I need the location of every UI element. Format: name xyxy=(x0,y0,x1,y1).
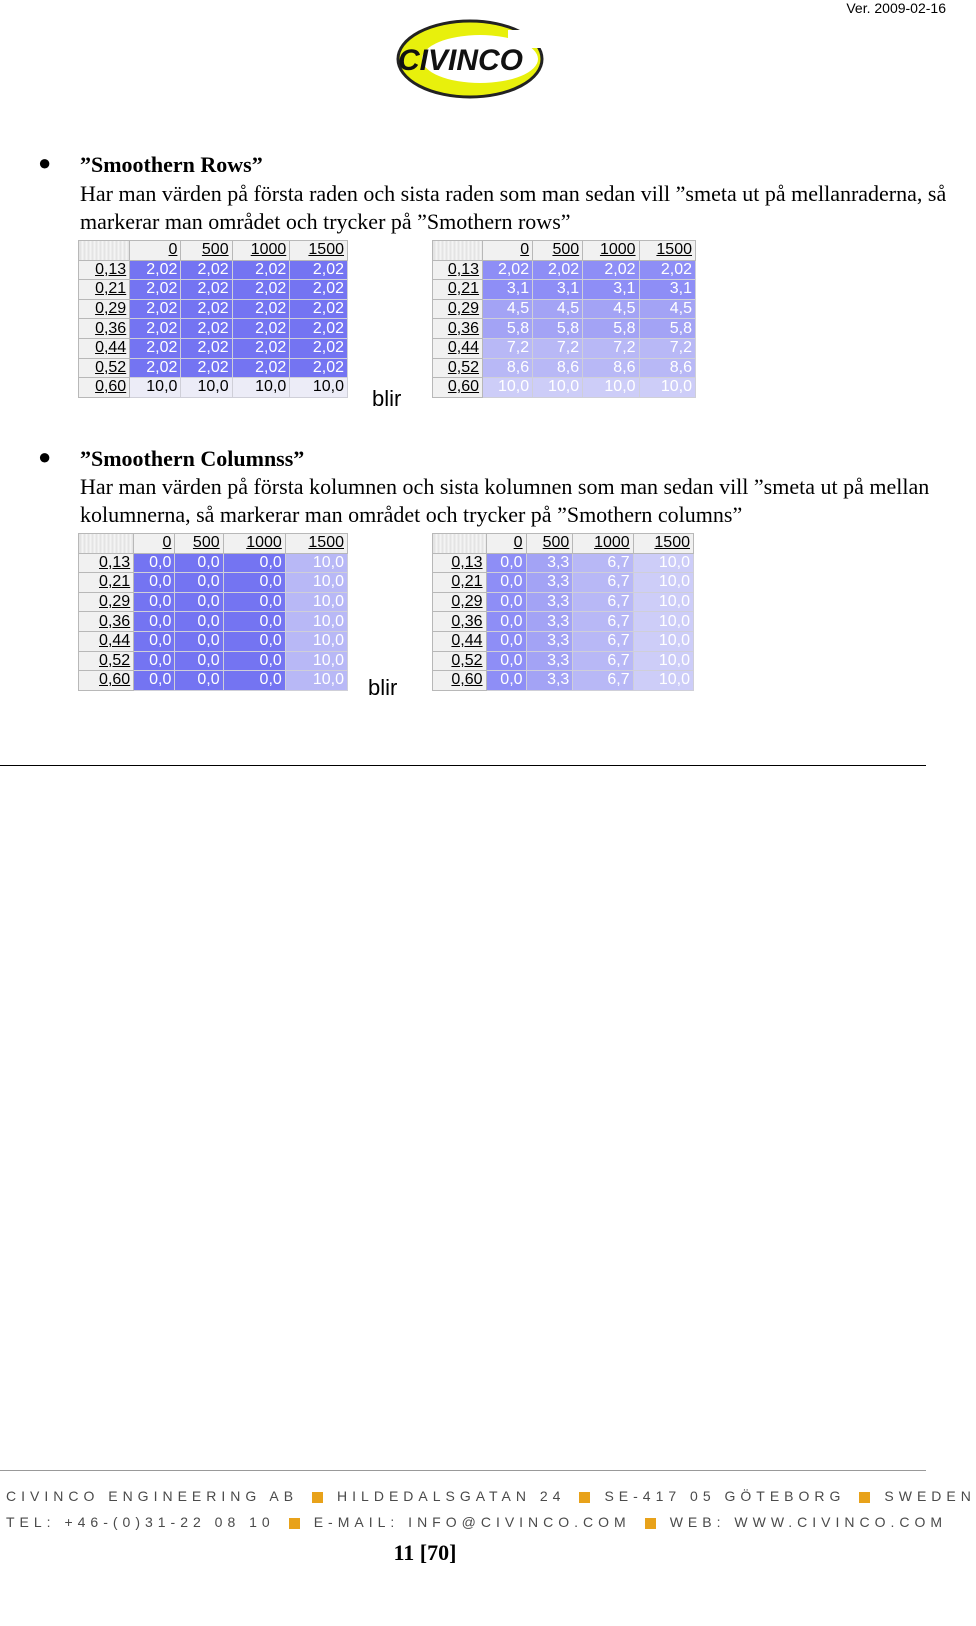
table-cell[interactable]: 2,02 xyxy=(130,299,181,319)
table-cell[interactable]: 2,02 xyxy=(290,358,348,378)
table-cell[interactable]: 3,3 xyxy=(526,553,573,573)
columns-after-table xyxy=(432,533,694,691)
row-header-cell: 0,36 xyxy=(433,319,483,339)
table-cell[interactable]: 10,0 xyxy=(290,378,348,398)
table-cell[interactable]: 3,3 xyxy=(526,631,573,651)
columns-paragraph: Har man värden på första kolumnen och sista kolumnen som man sedan vill ”smeta ut på mellan kolumnerna, så markerar man området och trycker på ”Smothern columns” xyxy=(80,474,930,527)
row-header-cell: 0,44 xyxy=(433,338,483,358)
table-cell[interactable]: 2,02 xyxy=(130,319,181,339)
row-header-cell: 0,21 xyxy=(433,280,483,300)
table-cell[interactable]: 2,02 xyxy=(181,319,232,339)
table-cell[interactable]: 6,7 xyxy=(573,651,633,671)
footer-email: E-MAIL: INFO@CIVINCO.COM xyxy=(313,1514,631,1530)
table-cell[interactable]: 7,2 xyxy=(533,338,583,358)
table-cell[interactable]: 0,0 xyxy=(223,671,285,691)
table-row xyxy=(433,573,694,593)
column-header-cell: 1000 xyxy=(232,241,290,261)
rows-after-table xyxy=(432,240,696,398)
column-header-cell: 1500 xyxy=(290,241,348,261)
table-cell[interactable]: 2,02 xyxy=(290,319,348,339)
table-row xyxy=(433,319,696,339)
table-cell[interactable]: 10,0 xyxy=(633,612,693,632)
footer-city: SE-417 05 GÖTEBORG xyxy=(604,1488,846,1504)
column-header-cell: 1000 xyxy=(573,534,633,554)
table-cell[interactable]: 10,0 xyxy=(533,378,583,398)
table-cell[interactable]: 2,02 xyxy=(232,338,290,358)
page-divider xyxy=(0,765,926,766)
table-row xyxy=(79,378,348,398)
table-row xyxy=(433,280,696,300)
table-cell[interactable]: 0,0 xyxy=(175,553,223,573)
table-cell[interactable]: 0,0 xyxy=(175,612,223,632)
column-header-cell: 0 xyxy=(134,534,175,554)
footer-square-icon xyxy=(645,1518,656,1529)
table-cell[interactable]: 0,0 xyxy=(486,651,526,671)
table-cell[interactable]: 3,1 xyxy=(639,280,695,300)
table-header-row xyxy=(79,241,348,261)
row-header-cell: 0,21 xyxy=(79,280,130,300)
row-header-cell: 0,52 xyxy=(79,651,134,671)
table-cell[interactable]: 2,02 xyxy=(290,338,348,358)
table-cell[interactable]: 0,0 xyxy=(134,553,175,573)
table-cell[interactable]: 10,0 xyxy=(285,592,347,612)
column-header-cell: 0 xyxy=(130,241,181,261)
table-cell[interactable]: 0,0 xyxy=(134,612,175,632)
table-cell[interactable]: 10,0 xyxy=(181,378,232,398)
table-cell[interactable]: 10,0 xyxy=(285,651,347,671)
table-cell[interactable]: 0,0 xyxy=(175,631,223,651)
footer-phone: TEL: +46-(0)31-22 08 10 xyxy=(6,1514,275,1530)
table-corner-cell xyxy=(79,534,134,554)
column-header-cell: 1000 xyxy=(223,534,285,554)
table-cell[interactable]: 0,0 xyxy=(134,671,175,691)
row-header-cell: 0,13 xyxy=(433,553,487,573)
row-header-cell: 0,52 xyxy=(433,651,487,671)
table-cell[interactable]: 2,02 xyxy=(290,260,348,280)
table-cell[interactable]: 0,0 xyxy=(486,573,526,593)
table-cell[interactable]: 0,0 xyxy=(486,592,526,612)
table-cell[interactable]: 10,0 xyxy=(639,378,695,398)
table-cell[interactable]: 2,02 xyxy=(639,260,695,280)
table-cell[interactable]: 2,02 xyxy=(583,260,639,280)
table-row xyxy=(79,592,348,612)
table-cell[interactable]: 2,02 xyxy=(232,358,290,378)
table-row xyxy=(433,358,696,378)
table-cell[interactable]: 0,0 xyxy=(486,631,526,651)
table-cell[interactable]: 10,0 xyxy=(633,592,693,612)
column-header-cell: 500 xyxy=(533,241,583,261)
column-header-cell: 500 xyxy=(181,241,232,261)
table-cell[interactable]: 2,02 xyxy=(533,260,583,280)
row-header-cell: 0,13 xyxy=(433,260,483,280)
table-row xyxy=(433,553,694,573)
table-cell[interactable]: 8,6 xyxy=(583,358,639,378)
table-row xyxy=(79,299,348,319)
table-cell[interactable]: 3,3 xyxy=(526,671,573,691)
footer-address-line xyxy=(6,1488,976,1504)
table-header-row xyxy=(433,241,696,261)
table-cell[interactable]: 2,02 xyxy=(130,280,181,300)
table-cell[interactable]: 2,02 xyxy=(232,260,290,280)
table-corner-cell xyxy=(79,241,130,261)
table-cell[interactable]: 5,8 xyxy=(533,319,583,339)
table-cell[interactable]: 10,0 xyxy=(633,631,693,651)
table-row xyxy=(79,631,348,651)
row-header-cell: 0,13 xyxy=(79,553,134,573)
table-cell[interactable]: 2,02 xyxy=(290,280,348,300)
table-cell[interactable]: 7,2 xyxy=(583,338,639,358)
table-cell[interactable]: 2,02 xyxy=(181,338,232,358)
table-row xyxy=(433,651,694,671)
footer-country: SWEDEN xyxy=(884,1488,976,1504)
table-cell[interactable]: 2,02 xyxy=(130,338,181,358)
table-row xyxy=(79,260,348,280)
footer-divider xyxy=(0,1470,926,1471)
table-cell[interactable]: 4,5 xyxy=(533,299,583,319)
table-cell[interactable]: 6,7 xyxy=(573,612,633,632)
table-row xyxy=(433,612,694,632)
column-header-cell: 500 xyxy=(175,534,223,554)
row-header-cell: 0,52 xyxy=(79,358,130,378)
row-header-cell: 0,52 xyxy=(433,358,483,378)
column-header-cell: 0 xyxy=(483,241,533,261)
table-cell[interactable]: 2,02 xyxy=(232,299,290,319)
row-header-cell: 0,44 xyxy=(79,338,130,358)
table-cell[interactable]: 5,8 xyxy=(583,319,639,339)
table-cell[interactable]: 10,0 xyxy=(633,573,693,593)
table-cell[interactable]: 0,0 xyxy=(175,671,223,691)
table-cell[interactable]: 0,0 xyxy=(134,631,175,651)
table-row xyxy=(79,553,348,573)
table-header-row xyxy=(79,534,348,554)
table-cell[interactable]: 0,0 xyxy=(175,592,223,612)
column-header-cell: 1000 xyxy=(583,241,639,261)
table-cell[interactable]: 0,0 xyxy=(134,573,175,593)
table-cell[interactable]: 10,0 xyxy=(285,612,347,632)
row-header-cell: 0,21 xyxy=(79,573,134,593)
row-header-cell: 0,13 xyxy=(79,260,130,280)
table-cell[interactable]: 6,7 xyxy=(573,631,633,651)
row-header-cell: 0,36 xyxy=(433,612,487,632)
table-row xyxy=(433,260,696,280)
table-row xyxy=(79,319,348,339)
table-cell[interactable]: 10,0 xyxy=(285,573,347,593)
table-cell[interactable]: 10,0 xyxy=(483,378,533,398)
column-header-cell: 1500 xyxy=(633,534,693,554)
table-cell[interactable]: 5,8 xyxy=(483,319,533,339)
table-cell[interactable]: 0,0 xyxy=(486,671,526,691)
table-cell[interactable]: 3,3 xyxy=(526,612,573,632)
columns-connector-text: blir xyxy=(368,675,398,700)
table-corner-cell xyxy=(433,534,487,554)
version-date: Ver. 2009-02-16 xyxy=(846,0,946,16)
table-row xyxy=(79,651,348,671)
table-cell[interactable]: 2,02 xyxy=(232,319,290,339)
row-header-cell: 0,29 xyxy=(433,299,483,319)
table-cell[interactable]: 3,1 xyxy=(583,280,639,300)
table-cell[interactable]: 0,0 xyxy=(223,631,285,651)
table-cell[interactable]: 10,0 xyxy=(285,553,347,573)
table-cell[interactable]: 0,0 xyxy=(134,651,175,671)
row-header-cell: 0,36 xyxy=(79,319,130,339)
table-cell[interactable]: 0,0 xyxy=(223,592,285,612)
table-cell[interactable]: 0,0 xyxy=(486,553,526,573)
table-cell[interactable]: 0,0 xyxy=(486,612,526,632)
table-row xyxy=(79,573,348,593)
row-header-cell: 0,60 xyxy=(433,671,487,691)
table-cell[interactable]: 3,3 xyxy=(526,651,573,671)
rows-connector-text: blir xyxy=(372,386,402,411)
table-cell[interactable]: 0,0 xyxy=(223,553,285,573)
table-cell[interactable]: 10,0 xyxy=(583,378,639,398)
table-row xyxy=(433,299,696,319)
table-row xyxy=(433,631,694,651)
table-cell[interactable]: 2,02 xyxy=(130,260,181,280)
table-cell[interactable]: 6,7 xyxy=(573,592,633,612)
table-cell[interactable]: 2,02 xyxy=(181,299,232,319)
page-number: 11 [70] xyxy=(393,1540,457,1565)
table-cell[interactable]: 6,7 xyxy=(573,553,633,573)
table-row xyxy=(79,358,348,378)
table-cell[interactable]: 7,2 xyxy=(483,338,533,358)
row-header-cell: 0,44 xyxy=(79,631,134,651)
row-header-cell: 0,21 xyxy=(433,573,487,593)
row-header-cell: 0,29 xyxy=(79,299,130,319)
table-cell[interactable]: 3,1 xyxy=(533,280,583,300)
rows-before-table xyxy=(78,240,348,398)
rows-paragraph: Har man värden på första raden och sista raden som man sedan vill ”smeta ut på mellanraderna, så markerar man området och trycker på ”Smothern rows” xyxy=(80,181,947,234)
table-cell[interactable]: 0,0 xyxy=(223,651,285,671)
table-cell[interactable]: 8,6 xyxy=(533,358,583,378)
table-row xyxy=(433,378,696,398)
row-header-cell: 0,29 xyxy=(79,592,134,612)
footer-square-icon xyxy=(312,1492,323,1503)
row-header-cell: 0,29 xyxy=(433,592,487,612)
table-row xyxy=(433,592,694,612)
table-cell[interactable]: 6,7 xyxy=(573,671,633,691)
table-cell[interactable]: 3,1 xyxy=(483,280,533,300)
table-corner-cell xyxy=(433,241,483,261)
table-row xyxy=(433,338,696,358)
bullet-rows: ● xyxy=(38,150,52,175)
table-cell[interactable]: 2,02 xyxy=(181,260,232,280)
footer-contact-line xyxy=(6,1514,947,1530)
table-cell[interactable]: 10,0 xyxy=(130,378,181,398)
table-cell[interactable]: 2,02 xyxy=(483,260,533,280)
svg-text:CIVINCO: CIVINCO xyxy=(398,44,524,77)
row-header-cell: 0,36 xyxy=(79,612,134,632)
table-cell[interactable]: 10,0 xyxy=(633,671,693,691)
column-header-cell: 1500 xyxy=(285,534,347,554)
columns-before-table xyxy=(78,533,348,691)
row-header-cell: 0,60 xyxy=(79,671,134,691)
table-cell[interactable]: 2,02 xyxy=(290,299,348,319)
table-cell[interactable]: 4,5 xyxy=(483,299,533,319)
row-header-cell: 0,44 xyxy=(433,631,487,651)
table-row xyxy=(433,671,694,691)
bullet-columns: ● xyxy=(38,444,52,469)
table-row xyxy=(79,612,348,632)
table-cell[interactable]: 0,0 xyxy=(223,612,285,632)
table-cell[interactable]: 2,02 xyxy=(232,280,290,300)
table-cell[interactable]: 3,3 xyxy=(526,592,573,612)
table-cell[interactable]: 6,7 xyxy=(573,573,633,593)
footer-square-icon xyxy=(579,1492,590,1503)
table-cell[interactable]: 8,6 xyxy=(483,358,533,378)
table-cell[interactable]: 2,02 xyxy=(181,358,232,378)
footer-street: HILDEDALSGATAN 24 xyxy=(337,1488,566,1504)
table-cell[interactable]: 8,6 xyxy=(639,358,695,378)
column-header-cell: 500 xyxy=(526,534,573,554)
row-header-cell: 0,60 xyxy=(79,378,130,398)
footer-square-icon xyxy=(289,1518,300,1529)
rows-heading: ”Smoothern Rows” xyxy=(80,152,263,177)
table-row xyxy=(79,671,348,691)
table-cell[interactable]: 7,2 xyxy=(639,338,695,358)
table-cell[interactable]: 10,0 xyxy=(633,651,693,671)
table-cell[interactable]: 10,0 xyxy=(285,671,347,691)
table-cell[interactable]: 0,0 xyxy=(134,592,175,612)
table-cell[interactable]: 10,0 xyxy=(633,553,693,573)
row-header-cell: 0,60 xyxy=(433,378,483,398)
table-cell[interactable]: 10,0 xyxy=(232,378,290,398)
table-cell[interactable]: 2,02 xyxy=(130,358,181,378)
column-header-cell: 1500 xyxy=(639,241,695,261)
civinco-logo xyxy=(380,12,590,102)
table-cell[interactable]: 0,0 xyxy=(175,651,223,671)
table-cell[interactable]: 5,8 xyxy=(639,319,695,339)
footer-web: WEB: WWW.CIVINCO.COM xyxy=(669,1514,948,1530)
table-cell[interactable]: 10,0 xyxy=(285,631,347,651)
table-header-row xyxy=(433,534,694,554)
table-cell[interactable]: 4,5 xyxy=(639,299,695,319)
footer-company: CIVINCO ENGINEERING AB xyxy=(6,1488,299,1504)
table-cell[interactable]: 4,5 xyxy=(583,299,639,319)
columns-heading: ”Smoothern Columnss” xyxy=(80,446,305,471)
table-cell[interactable]: 2,02 xyxy=(181,280,232,300)
table-row xyxy=(79,280,348,300)
column-header-cell: 0 xyxy=(486,534,526,554)
table-row xyxy=(79,338,348,358)
table-cell[interactable]: 0,0 xyxy=(223,573,285,593)
table-cell[interactable]: 0,0 xyxy=(175,573,223,593)
table-cell[interactable]: 3,3 xyxy=(526,573,573,593)
footer-square-icon xyxy=(859,1492,870,1503)
